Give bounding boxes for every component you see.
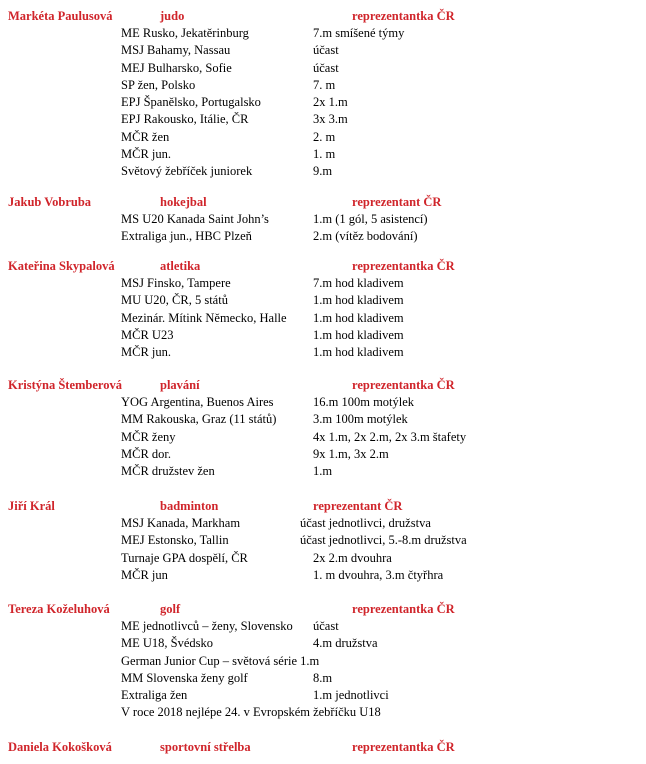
athlete-name: Jiří Král: [8, 499, 55, 513]
athlete-header: [0, 258, 646, 275]
result-value: 1.m hod kladivem: [313, 293, 404, 308]
result-value: účast: [313, 43, 339, 58]
athlete-section: [0, 601, 646, 722]
result-value: 2.m (vítěz bodování): [313, 229, 418, 244]
result-event: Extraliga jun., HBC Plzeň: [121, 229, 252, 244]
athlete-sport: badminton: [160, 499, 219, 513]
result-row: [0, 327, 646, 344]
athlete-name: Jakub Vobruba: [8, 195, 92, 209]
result-row: [0, 292, 646, 309]
result-value: účast: [313, 619, 339, 633]
athlete-sport: plavání: [160, 378, 200, 392]
result-row: [0, 228, 646, 245]
result-event: MSJ Bahamy, Nassau: [121, 43, 231, 58]
athlete-name: Tereza Koželuhová: [8, 602, 110, 616]
result-value: 4.m družstva: [313, 636, 378, 651]
result-value: 1. m dvouhra, 3.m čtyřhra: [313, 567, 444, 582]
result-value: účast: [313, 60, 339, 75]
athlete-section: [0, 258, 646, 361]
result-row: [0, 129, 646, 146]
athlete-role: reprezentant ČR: [313, 499, 403, 513]
result-row: [0, 411, 646, 428]
result-event: MČR žen: [121, 129, 170, 144]
result-row: [0, 670, 646, 687]
result-event: MČR jun: [121, 567, 168, 582]
result-value: 2. m: [313, 129, 336, 144]
athlete-section: [0, 498, 646, 584]
athlete-role: reprezentantka ČR: [352, 9, 455, 23]
result-value: 1.m hod kladivem: [313, 327, 404, 342]
result-row: [0, 635, 646, 652]
result-event: EPJ Španělsko, Portugalsko: [121, 95, 261, 110]
result-value: 7. m: [313, 77, 336, 92]
result-value: 7.m smíšené týmy: [313, 26, 405, 40]
result-row: [0, 275, 646, 292]
result-row: [0, 25, 646, 42]
result-event: German Junior Cup – světová série 1.m: [121, 653, 320, 668]
athlete-sport: golf: [160, 602, 181, 616]
athlete-header: [0, 498, 646, 515]
result-event: ME jednotlivců – ženy, Slovensko: [121, 619, 293, 633]
result-value: účast jednotlivci, 5.-8.m družstva: [300, 533, 467, 548]
athlete-header: [0, 739, 646, 756]
athlete-name: Kristýna Štemberová: [8, 378, 122, 392]
result-event: MM Slovenska ženy golf: [121, 670, 248, 685]
result-value: 1.m jednotlivci: [313, 688, 389, 703]
result-value: 1.m: [313, 464, 333, 479]
result-row: [0, 163, 646, 180]
result-row: [0, 446, 646, 463]
athlete-name: Kateřina Skypalová: [8, 259, 115, 273]
result-event: MS U20 Kanada Saint John’s: [121, 212, 269, 226]
athlete-section: [0, 739, 646, 756]
result-event: EPJ Rakousko, Itálie, ČR: [121, 112, 249, 127]
result-event: MEJ Bulharsko, Sofie: [121, 60, 232, 75]
result-event: Mezinár. Mítink Německo, Halle: [121, 310, 287, 325]
athlete-header: [0, 377, 646, 394]
athlete-header: [0, 194, 646, 211]
athlete-role: reprezentant ČR: [352, 195, 442, 209]
result-event: MM Rakouska, Graz (11 států): [121, 412, 277, 427]
result-row: [0, 111, 646, 128]
athlete-section: [0, 194, 646, 246]
result-row: [0, 567, 646, 584]
result-row: [0, 146, 646, 163]
athlete-role: reprezentantka ČR: [352, 740, 455, 754]
result-event: MČR dor.: [121, 446, 172, 461]
result-event: MU U20, ČR, 5 států: [121, 293, 228, 308]
result-value: 9x 1.m, 3x 2.m: [313, 446, 389, 461]
result-event: MČR jun.: [121, 147, 172, 162]
athlete-sport: judo: [160, 9, 185, 23]
athlete-header: [0, 601, 646, 618]
result-row: [0, 429, 646, 446]
result-row: [0, 532, 646, 549]
result-row: [0, 653, 646, 670]
result-value: 4x 1.m, 2x 2.m, 2x 3.m štafety: [313, 429, 467, 444]
result-row: [0, 618, 646, 635]
athlete-role: reprezentantka ČR: [352, 259, 455, 273]
result-value: 8.m: [313, 670, 333, 685]
result-event: MČR jun.: [121, 345, 172, 360]
result-row: [0, 60, 646, 77]
result-event: YOG Argentina, Buenos Aires: [121, 395, 274, 409]
result-row: [0, 704, 646, 721]
athlete-sport: atletika: [160, 259, 201, 273]
result-value: 9.m: [313, 164, 333, 179]
result-value: 2x 1.m: [313, 95, 348, 110]
result-value: 2x 2.m dvouhra: [313, 550, 392, 565]
result-event: SP žen, Polsko: [121, 77, 196, 92]
athlete-sport: hokejbal: [160, 195, 207, 209]
result-value: 3x 3.m: [313, 112, 348, 127]
result-event: Extraliga žen: [121, 688, 188, 703]
result-value: 16.m 100m motýlek: [313, 395, 415, 409]
athlete-sport: sportovní střelba: [160, 740, 251, 754]
result-value: 1. m: [313, 147, 336, 162]
result-row: [0, 94, 646, 111]
result-row: [0, 344, 646, 361]
result-event: MČR U23: [121, 327, 174, 342]
result-row: [0, 687, 646, 704]
athlete-name: Daniela Kokošková: [8, 740, 112, 754]
result-value: 1.m hod kladivem: [313, 345, 404, 360]
result-event: Světový žebříček juniorek: [121, 164, 253, 179]
result-row: [0, 463, 646, 480]
athlete-section: [0, 377, 646, 480]
result-value: 7.m hod kladivem: [313, 276, 404, 290]
result-event: ME U18, Švédsko: [121, 636, 214, 651]
result-row: [0, 211, 646, 228]
result-event: MČR družstev žen: [121, 464, 215, 479]
result-event: MEJ Estonsko, Tallin: [121, 533, 229, 548]
result-event: MČR ženy: [121, 429, 176, 444]
athlete-name: Markéta Paulusová: [8, 9, 113, 23]
result-event: MSJ Kanada, Markham: [121, 516, 241, 530]
result-event: ME Rusko, Jekatěrinburg: [121, 26, 249, 40]
result-value: 1.m (1 gól, 5 asistencí): [313, 212, 428, 226]
result-row: [0, 77, 646, 94]
athlete-header: [0, 8, 646, 25]
result-event: V roce 2018 nejlépe 24. v Evropském žebříčku U18: [121, 705, 381, 720]
athlete-section: [0, 8, 646, 181]
result-row: [0, 515, 646, 532]
result-value: 1.m hod kladivem: [313, 310, 404, 325]
result-value: 3.m 100m motýlek: [313, 412, 408, 427]
result-event: Turnaje GPA dospělí, ČR: [121, 550, 248, 565]
result-row: [0, 310, 646, 327]
athlete-role: reprezentantka ČR: [352, 378, 455, 392]
result-value: účast jednotlivci, družstva: [300, 516, 431, 530]
result-row: [0, 394, 646, 411]
result-row: [0, 550, 646, 567]
athlete-role: reprezentantka ČR: [352, 602, 455, 616]
result-event: MSJ Finsko, Tampere: [121, 276, 231, 290]
result-row: [0, 42, 646, 59]
